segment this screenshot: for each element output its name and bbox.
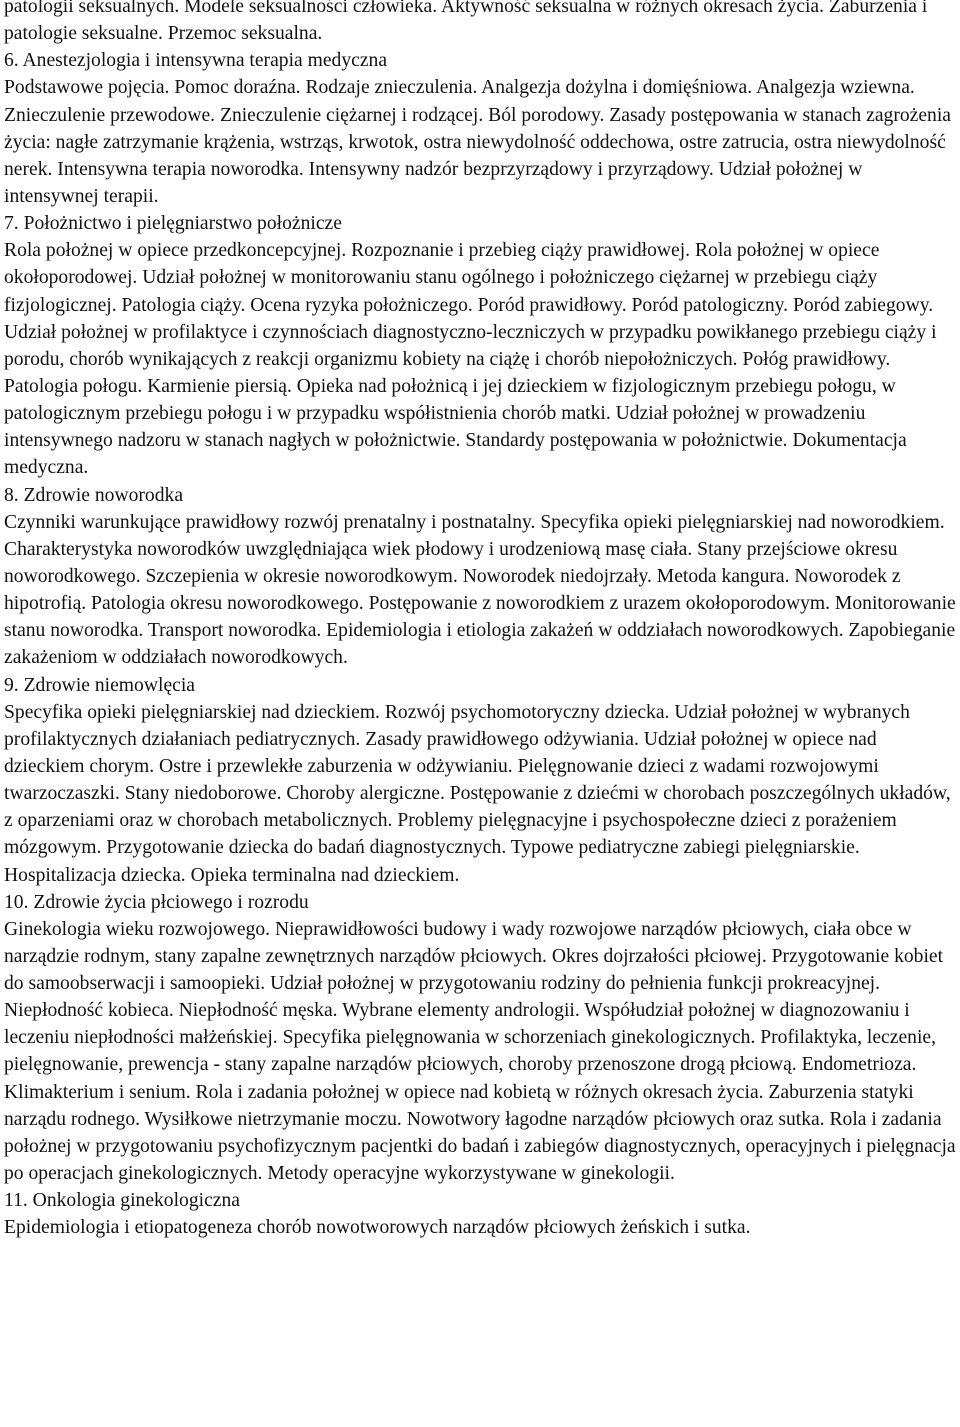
section-10-heading: 10. Zdrowie życia płciowego i rozrodu <box>4 891 309 913</box>
document-page <box>4 0 960 1241</box>
section-11-heading: 11. Onkologia ginekologiczna <box>4 1190 240 1212</box>
section-9-heading: 9. Zdrowie niemowlęcia <box>4 674 195 696</box>
section-6-body: Podstawowe pojęcia. Pomoc doraźna. Rodzaje znieczulenia. Analgezja dożylna i domięśniowa. Analgezja wziewna. Znieczulenie przewodowe. Znieczulenie ciężarnej i rodzącej. Ból porodowy. Zasady postępowania w stanach zagrożenia życia: nagłe zatrzymanie krążenia, wstrząs, krwotok, ostra niewydolność oddechowa, ostre zatrucia, ostra niewydolność nerek. Intensywna terapia noworodka. Intensywny nadzór bezprzyrządowy i przyrządowy. Udział położnej w intensywnej terapii. <box>4 77 951 207</box>
section-11-body: Epidemiologia i etiopatogeneza chorób nowotworowych narządów płciowych żeńskich i sutka. <box>4 1217 751 1239</box>
section-10-body: Ginekologia wieku rozwojowego. Nieprawidłowości budowy i wady rozwojowe narządów płciowych, ciała obce w narządzie rodnym, stany zapalne zewnętrznych narządów płciowych. Okres dojrzałości płciowej. Przygotowanie kobiet do samoobserwacji i samoopieki. Udział położnej w przygotowaniu rodziny do pełnienia funkcji prokreacyjnej. Niepłodność kobieca. Niepłodność męska. Wybrane elementy andrologii. Współudział położnej w diagnozowaniu i leczeniu niepłodności małżeńskiej. Specyfika pielęgnowania w schorzeniach ginekologicznych. Profilaktyka, leczenie, pielęgnowanie, prewencja - stany zapalne narządów płciowych, choroby przenoszone drogą płciową. Endometrioza. Klimakterium i senium. Rola i zadania położnej w opiece nad kobietą w różnych okresach życia. Zaburzenia statyki narządu rodnego. Wysiłkowe nietrzymanie moczu. Nowotwory łagodne narządów płciowych oraz sutka. Rola i zadania położnej w przygotowaniu psychofizycznym pacjentki do badań i zabiegów diagnostycznych, operacyjnych i pielęgnacja po operacjach ginekologicznych. Metody operacyjne wykorzystywane w ginekologii. <box>4 918 956 1185</box>
intro-paragraph: patologii seksualnych. Modele seksualności człowieka. Aktywność seksualna w różnych okresach życia. Zaburzenia i patologie seksualne. Przemoc seksualna. <box>4 0 928 45</box>
section-7-body: Rola położnej w opiece przedkoncepcyjnej. Rozpoznanie i przebieg ciąży prawidłowej. Rola położnej w opiece okołoporodowej. Udział położnej w monitorowaniu stanu ogólnego i położniczego ciężarnej w przebiegu ciąży fizjologicznej. Patologia ciąży. Ocena ryzyka położniczego. Poród prawidłowy. Poród patologiczny. Poród zabiegowy. Udział położnej w profilaktyce i czynnościach diagnostyczno-leczniczych w przypadku powikłanego przebiegu ciąży i porodu, chorób wynikających z reakcji organizmu kobiety na ciążę i chorób niepołożniczych. Połóg prawidłowy. Patologia połogu. Karmienie piersią. Opieka nad położnicą i jej dzieckiem w fizjologicznym przebiegu połogu, w patologicznym przebiegu połogu i w przypadku współistnienia chorób matki. Udział położnej w prowadzeniu intensywnego nadzoru w stanach nagłych w położnictwie. Standardy postępowania w położnictwie. Dokumentacja medyczna. <box>4 240 937 479</box>
section-7-heading: 7. Położnictwo i pielęgniarstwo położnicze <box>4 213 342 235</box>
section-6-heading: 6. Anestezjologia i intensywna terapia medyczna <box>4 50 388 72</box>
section-9-body: Specyfika opieki pielęgniarskiej nad dzieckiem. Rozwój psychomotoryczny dziecka. Udział położnej w wybranych profilaktycznych działaniach pediatrycznych. Zasady prawidłowego odżywiania. Udział położnej w opiece nad dzieckiem chorym. Ostre i przewlekłe zaburzenia w odżywianiu. Pielęgnowanie dzieci z wadami rozwojowymi twarzoczaszki. Stany niedoborowe. Choroby alergiczne. Postępowanie z dziećmi w chorobach poszczególnych układów, z oparzeniami oraz w chorobach metabolicznych. Problemy pielęgnacyjne i psychospołeczne dzieci z porażeniem mózgowym. Przygotowanie dziecka do badań diagnostycznych. Typowe pediatryczne zabiegi pielęgniarskie. Hospitalizacja dziecka. Opieka terminalna nad dzieckiem. <box>4 701 951 886</box>
section-8-body: Czynniki warunkujące prawidłowy rozwój prenatalny i postnatalny. Specyfika opieki pielęgniarskiej nad noworodkiem. Charakterystyka noworodków uwzględniająca wiek płodowy i urodzeniową masę ciała. Stany przejściowe okresu noworodkowego. Szczepienia w okresie noworodkowym. Noworodek niedojrzały. Metoda kangura. Noworodek z hipotrofią. Patologia okresu noworodkowego. Postępowanie z noworodkiem z urazem okołoporodowym. Monitorowanie stanu noworodka. Transport noworodka. Epidemiologia i etiologia zakażeń w oddziałach noworodkowych. Zapobieganie zakażeniom w oddziałach noworodkowych. <box>4 511 956 669</box>
section-8-heading: 8. Zdrowie noworodka <box>4 484 184 506</box>
